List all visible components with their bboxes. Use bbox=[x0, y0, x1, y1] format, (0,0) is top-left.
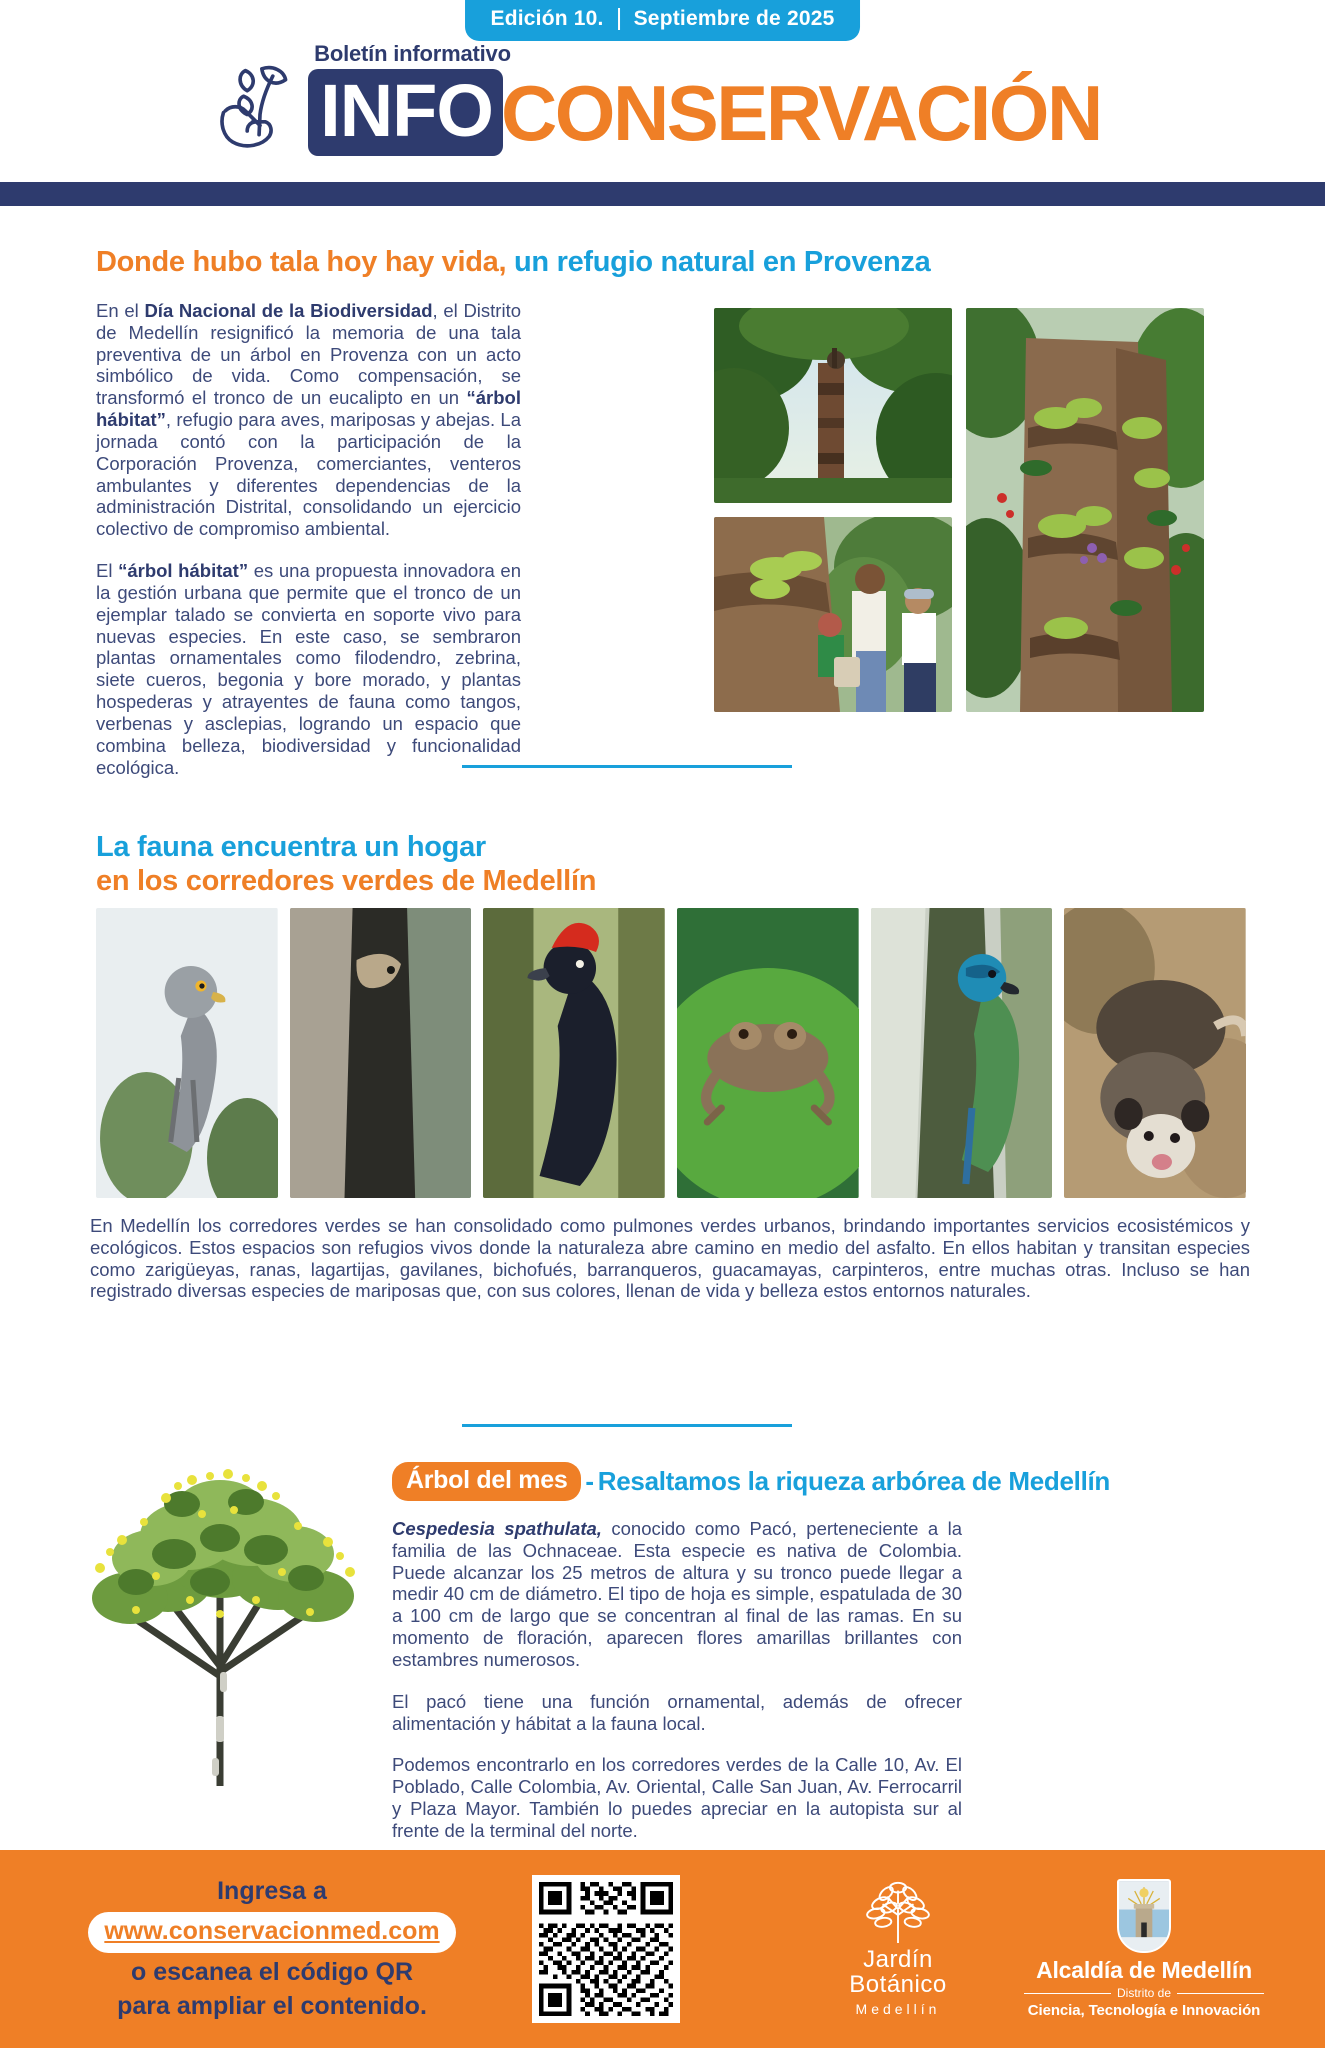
article1-title-part1: Donde hubo tala hoy hay vida, bbox=[96, 246, 507, 278]
article3-paragraph-3: Podemos encontrarlo en los corredores verdes de la Calle 10, Av. El Poblado, Calle Colombia, Av. Oriental, Calle San Juan, Av. Ferrocarril y Plaza Mayor. También lo puedes apreciar en la autopista sur al frente de la terminal del norte. bbox=[392, 1754, 962, 1841]
masthead bbox=[0, 41, 1325, 157]
footer-cta-line2: o escanea el código QR bbox=[130, 1958, 414, 1986]
footer-cta bbox=[22, 1875, 522, 2023]
photo-carpintero bbox=[483, 908, 665, 1198]
photo-poda-tronco bbox=[714, 308, 952, 503]
photo-gavilan bbox=[96, 908, 278, 1198]
edition-number: Edición 10. bbox=[490, 7, 604, 30]
a1-p2-lead: El bbox=[96, 560, 119, 582]
article3-title-text: Resaltamos la riqueza arbórea de Medellín bbox=[597, 1466, 1111, 1496]
article3-species-name: Cespedesia spathulata, bbox=[392, 1518, 602, 1539]
a1-p1-lead: En el bbox=[96, 300, 145, 321]
alcaldia-logo bbox=[1024, 1879, 1264, 2019]
wordmark-info: INFO bbox=[308, 69, 503, 156]
jardin-botanico-logo bbox=[828, 1881, 968, 2017]
jardin-sub: Medellín bbox=[855, 2000, 941, 2017]
alcaldia-rule-right bbox=[1177, 1993, 1264, 1994]
article3-title-dash: - bbox=[585, 1466, 594, 1496]
ribbon-divider bbox=[618, 8, 620, 30]
article2-title bbox=[96, 830, 996, 898]
photo-rana bbox=[677, 908, 859, 1198]
a1-p2-rest: es una propuesta innovadora en la gestión urbana que permite que el tronco de un ejemplar talado se convierta en soporte vivo para nuevas especies. En este caso, se sembraron plantas ornamentales como filodendro, zebrina, siete cueros, begonia y bore morado, y plantas hospederas y atrayentes de fauna como tangos, verbenas y asclepias, logrando un espacio que combina belleza, biodiversidad y funcionalidad ecológica. bbox=[96, 560, 521, 778]
alcaldia-name: Alcaldía de Medellín bbox=[1036, 1957, 1252, 1983]
a1-p1-tail: , refugio para aves, mariposas y abejas. La jornada contó con la participación de la Corporación Provenza, comerciantes, venteros ambulantes y diferentes dependencias de la administración Distrital, consolidando un ejercicio colectivo de compromiso ambiental. bbox=[96, 409, 521, 540]
edition-ribbon bbox=[465, 0, 861, 41]
article2-paragraph: En Medellín los corredores verdes se han consolidado como pulmones verdes urbanos, brindando importantes servicios ecosistémicos y ecológicos. Estos espacios son refugios vivos donde la naturaleza abre camino en medio del asfalto. En ellos habitan y transitan especies como zarigüeyas, ranas, lagartijas, gavilanes, bichofués, barranqueros, guacamayas, carpinteros, entre muchas otras. Incluso se han registrado diversas especies de mariposas que, con sus colores, llenan de vida y belleza estos entornos naturales. bbox=[90, 1215, 1250, 1302]
a1-p2-bold: “árbol hábitat” bbox=[118, 560, 249, 582]
paco-tree-illustration bbox=[70, 1386, 370, 1786]
navy-rule bbox=[0, 182, 1325, 206]
photo-siembra-comunidad bbox=[714, 517, 952, 712]
website-url-link[interactable]: www.conservacionmed.com bbox=[88, 1912, 455, 1954]
article2-title-line1: La fauna encuentra un hogar bbox=[96, 831, 486, 863]
masthead-kicker: Boletín informativo bbox=[314, 41, 511, 67]
footer bbox=[0, 1850, 1325, 2048]
a1-p1-bold2: “árbol hábitat” bbox=[96, 387, 521, 431]
photo-lagartija bbox=[290, 908, 472, 1198]
sprout-in-hand-icon bbox=[214, 56, 306, 152]
medellin-coat-of-arms-icon bbox=[1117, 1879, 1171, 1953]
article1-paragraph-2 bbox=[96, 560, 521, 778]
jardin-name-line1: Jardín bbox=[863, 1946, 933, 1974]
photo-arbol-habitat bbox=[966, 308, 1204, 712]
alcaldia-mid-text: Distrito de bbox=[1116, 1986, 1172, 2000]
alcaldia-dept: Ciencia, Tecnología e Innovación bbox=[1027, 2002, 1261, 2019]
article1-body bbox=[96, 300, 521, 778]
wordmark bbox=[308, 69, 1101, 156]
photo-barranquero bbox=[871, 908, 1053, 1198]
article2-fauna-strip bbox=[96, 908, 1246, 1198]
article3-paragraph-1 bbox=[392, 1518, 962, 1671]
footer-cta-line3: para ampliar el contenido. bbox=[117, 1991, 427, 2020]
a1-p1-rest: , el Distrito de Medellín resignificó la memoria de una tala preventiva de un árbol en Provenza con un acto simbólico de vida. Como compensación, se transformó el tronco de un eucalipto en un bbox=[96, 300, 521, 409]
photo-zarigueya bbox=[1064, 908, 1246, 1198]
section-divider-1 bbox=[462, 765, 792, 768]
alcaldia-mid bbox=[1024, 1986, 1264, 2000]
article2-title-line2: en los corredores verdes de Medellín bbox=[96, 865, 597, 898]
article1-title bbox=[96, 245, 1256, 279]
footer-cta-line1: Ingresa a bbox=[217, 1877, 327, 1905]
article1-title-part2: un refugio natural en Provenza bbox=[514, 246, 931, 278]
a1-p1-bold: Día Nacional de la Biodiversidad bbox=[144, 300, 433, 321]
wordmark-conservacion: CONSERVACIÓN bbox=[500, 68, 1101, 157]
edition-date: Septiembre de 2025 bbox=[633, 7, 835, 30]
jardin-name-line2: Botánico bbox=[849, 1970, 947, 1998]
qr-code[interactable] bbox=[532, 1875, 680, 2023]
article3-paragraph-2: El pacó tiene una función ornamental, además de ofrecer alimentación y hábitat a la fauna local. bbox=[392, 1690, 962, 1734]
article3-body bbox=[392, 1518, 962, 1842]
a3-p1-rest: conocido como Pacó, perteneciente a la familia de las Ochnaceae. Esta especie es nativa de Colombia. Puede alcanzar los 25 metros de altura y su tronco puede llegar a medir 40 cm de diámetro. El tipo de hoja es simple, espatulada de 30 a 100 cm de largo que se concentran al final de las ramas. En su momento de floración, aparecen flores amarillas brillantes con estambres numerosos. bbox=[392, 1518, 962, 1670]
article1-paragraph-1 bbox=[96, 300, 521, 540]
tree-logo-icon bbox=[861, 1881, 935, 1943]
section-divider-2 bbox=[462, 1424, 792, 1427]
article3-title bbox=[392, 1462, 1110, 1501]
article1-photo-grid bbox=[714, 308, 1204, 718]
brand-logo bbox=[214, 41, 1101, 156]
masthead-titles bbox=[308, 41, 1101, 156]
arbol-del-mes-badge: Árbol del mes bbox=[392, 1462, 581, 1501]
article2-body bbox=[90, 1215, 1250, 1302]
alcaldia-rule-left bbox=[1024, 1993, 1111, 1994]
